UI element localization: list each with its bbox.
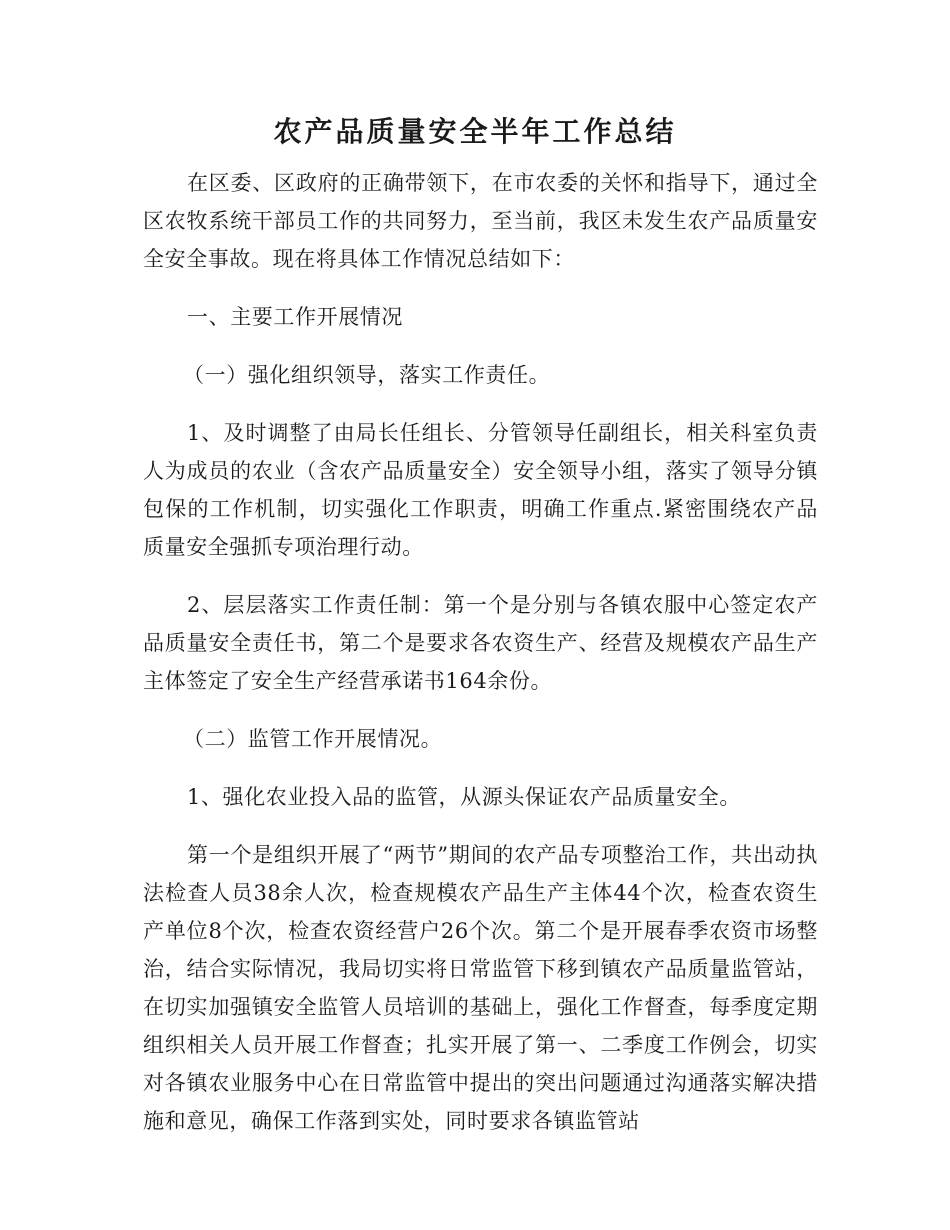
body-paragraph-4: 第一个是组织开展了“两节”期间的农产品专项整治工作，共出动执法检查人员38余人次，检查规模农产品生产主体44个次，检查农资生产单位8个次，检查农资经营户26个次。第二个是开展春季农资市场整治，结合实际情况，我局切实将日常监管下移到镇农产品质量监管站，在切实加强镇安全监管人员培训的基础上，强化工作督查，每季度定期组织相关人员开展工作督查；扎实开展了第一、二季度工作例会，切实对各镇农业服务中心在日常监管中提出的突出问题通过沟通落实解决措施和意见，确保工作落到实处，同时要求各镇监管站 <box>143 843 818 1133</box>
body-paragraph-2: 2、层层落实工作责任制：第一个是分别与各镇农服中心签定农产品质量安全责任书，第二个是要求各农资生产、经营及规模农产品生产主体签定了安全生产经营承诺书164余份。 <box>143 593 818 693</box>
body-paragraph-3: 1、强化农业投入品的监管，从源头保证农产品质量安全。 <box>187 785 741 809</box>
document-body <box>143 164 818 1140</box>
subsection-heading-1: （一）强化组织领导，落实工作责任。 <box>183 363 551 387</box>
body-paragraph-1: 1、及时调整了由局长任组长、分管领导任副组长，相关科室负责人为成员的农业（含农产品质量安全）安全领导小组，落实了领导分镇包保的工作机制，切实强化工作职责，明确工作重点.紧密围绕农产品质量安全强抓专项治理行动。 <box>143 421 818 559</box>
subsection-heading-2: （二）监管工作开展情况。 <box>183 727 443 751</box>
document-title: 农产品质量安全半年工作总结 <box>273 115 677 148</box>
section-heading-1: 一、主要工作开展情况 <box>187 305 403 329</box>
intro-paragraph: 在区委、区政府的正确带领下，在市农委的关怀和指导下，通过全区农牧系统干部员工作的共同努力，至当前，我区未发生农产品质量安全安全事故。现在将具体工作情况总结如下： <box>143 171 818 271</box>
